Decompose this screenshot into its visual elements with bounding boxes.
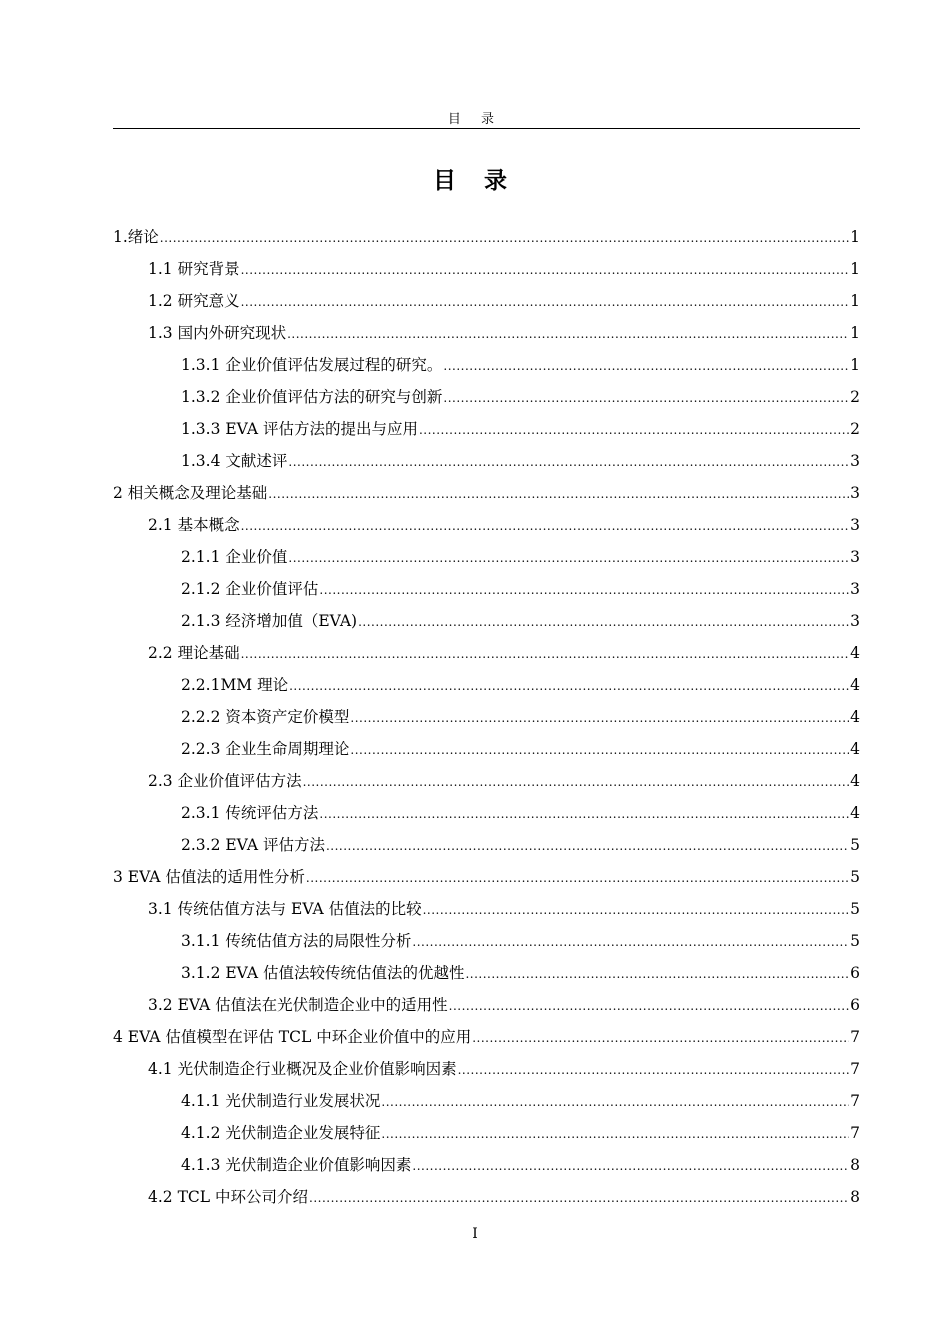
toc-entry-page: 1 [850,228,860,246]
toc-leader-dots [160,227,849,249]
toc-leader-dots [423,899,850,921]
toc-entry-page: 1 [850,324,860,342]
toc-entry-page: 2 [850,388,860,406]
toc-entry[interactable] [113,994,860,1026]
toc-entry[interactable] [113,1122,860,1154]
toc-entry[interactable] [113,738,860,770]
toc-entry-page: 4 [850,708,860,726]
toc-entry[interactable] [113,770,860,802]
toc-leader-dots [449,995,849,1017]
toc-leader-dots [326,835,849,857]
toc-entry-label: 1.2 研究意义 [148,292,240,310]
toc-entry-page: 3 [850,612,860,630]
toc-entry-label: 2.1 基本概念 [148,516,240,534]
toc-entry-page: 4 [850,676,860,694]
toc-leader-dots [309,1187,849,1209]
toc-entry-page: 8 [850,1156,860,1174]
toc-entry-label: 1.绪论 [113,228,159,246]
toc-leader-dots [303,771,850,793]
toc-entry[interactable] [113,866,860,898]
toc-entry-page: 3 [850,484,860,502]
toc-leader-dots [306,867,849,889]
toc-entry[interactable] [113,578,860,610]
toc-entry-label: 1.3.2 企业价值评估方法的研究与创新 [181,388,443,406]
toc-leader-dots [350,739,849,761]
toc-entry-label: 2 相关概念及理论基础 [113,484,268,502]
toc-entry-page: 4 [850,772,860,790]
toc-entry[interactable] [113,674,860,706]
toc-leader-dots [465,963,849,985]
toc-entry-label: 3.2 EVA 估值法在光伏制造企业中的适用性 [148,996,448,1014]
toc-entry-label: 4.1.2 光伏制造企业发展特征 [181,1124,381,1142]
toc-entry-page: 4 [850,740,860,758]
toc-entry[interactable] [113,386,860,418]
toc-entry-label: 2.2 理论基础 [148,644,240,662]
toc-entry-label: 2.1.2 企业价值评估 [181,580,319,598]
toc-entry-label: 4.1.1 光伏制造行业发展状况 [181,1092,381,1110]
toc-entry[interactable] [113,1154,860,1186]
toc-entry-label: 4.2 TCL 中环公司介绍 [148,1188,308,1206]
toc-entry-label: 3.1 传统估值方法与 EVA 估值法的比较 [148,900,422,918]
toc-entry[interactable] [113,898,860,930]
toc-entry-label: 3.1.1 传统估值方法的局限性分析 [181,932,412,950]
table-of-contents [113,226,860,1218]
toc-entry[interactable] [113,802,860,834]
toc-leader-dots [241,291,850,313]
toc-entry-page: 7 [850,1124,860,1142]
toc-entry[interactable] [113,354,860,386]
toc-entry-page: 5 [850,836,860,854]
toc-entry[interactable] [113,514,860,546]
toc-entry-page: 6 [850,996,860,1014]
toc-leader-dots [381,1123,849,1145]
toc-entry[interactable] [113,930,860,962]
toc-leader-dots [412,931,849,953]
toc-entry[interactable] [113,1026,860,1058]
toc-entry[interactable] [113,226,860,258]
toc-entry-label: 1.3.4 文献述评 [181,452,288,470]
toc-leader-dots [288,451,849,473]
toc-leader-dots [241,259,850,281]
toc-entry[interactable] [113,642,860,674]
toc-entry[interactable] [113,834,860,866]
toc-entry-label: 4.1 光伏制造企行业概况及企业价值影响因素 [148,1060,457,1078]
toc-entry-label: 2.2.1MM 理论 [181,676,289,694]
toc-leader-dots [381,1091,849,1113]
toc-leader-dots [319,803,849,825]
toc-leader-dots [287,323,849,345]
toc-entry-page: 6 [850,964,860,982]
toc-entry-page: 5 [850,900,860,918]
page-title: 目 录 [432,168,517,194]
toc-entry[interactable] [113,610,860,642]
toc-entry-label: 1.3.3 EVA 评估方法的提出与应用 [181,420,418,438]
toc-entry-page: 3 [850,580,860,598]
toc-entry-page: 3 [850,548,860,566]
toc-leader-dots [443,355,849,377]
toc-entry[interactable] [113,962,860,994]
toc-entry-page: 7 [850,1060,860,1078]
toc-entry[interactable] [113,546,860,578]
toc-leader-dots [458,1059,850,1081]
toc-entry-label: 2.1.3 经济增加值（EVA) [181,612,358,630]
toc-entry-page: 7 [850,1028,860,1046]
toc-entry[interactable] [113,706,860,738]
toc-leader-dots [472,1027,849,1049]
toc-entry-label: 3.1.2 EVA 估值法较传统估值法的优越性 [181,964,465,982]
toc-entry-page: 3 [850,452,860,470]
toc-entry-label: 1.3.1 企业价值评估发展过程的研究。 [181,356,443,374]
toc-leader-dots [289,675,849,697]
toc-entry[interactable] [113,1058,860,1090]
toc-entry-label: 2.2.2 资本资产定价模型 [181,708,350,726]
toc-entry-label: 2.3.1 传统评估方法 [181,804,319,822]
toc-entry-label: 3 EVA 估值法的适用性分析 [113,868,305,886]
toc-leader-dots [288,547,849,569]
toc-entry[interactable] [113,418,860,450]
toc-entry-label: 4.1.3 光伏制造企业价值影响因素 [181,1156,412,1174]
toc-leader-dots [241,643,850,665]
toc-leader-dots [358,611,849,633]
toc-leader-dots [443,387,849,409]
toc-entry-label: 1.1 研究背景 [148,260,240,278]
toc-entry[interactable] [113,322,860,354]
toc-entry-label: 4 EVA 估值模型在评估 TCL 中环企业价值中的应用 [113,1028,472,1046]
toc-entry-page: 1 [850,260,860,278]
toc-entry-page: 2 [850,420,860,438]
page-number: I [472,1226,478,1242]
toc-entry-page: 7 [850,1092,860,1110]
toc-entry-label: 2.2.3 企业生命周期理论 [181,740,350,758]
header-rule [113,128,860,129]
toc-entry-page: 4 [850,644,860,662]
toc-entry-page: 4 [850,804,860,822]
toc-entry[interactable] [113,1090,860,1122]
toc-leader-dots [319,579,849,601]
toc-entry-page: 1 [850,292,860,310]
toc-leader-dots [419,419,849,441]
toc-leader-dots [241,515,850,537]
toc-entry-page: 5 [850,868,860,886]
toc-entry[interactable] [113,1186,860,1218]
toc-entry-label: 1.3 国内外研究现状 [148,324,287,342]
toc-entry[interactable] [113,482,860,514]
toc-entry[interactable] [113,290,860,322]
toc-entry-page: 1 [850,356,860,374]
toc-entry-page: 8 [850,1188,860,1206]
toc-entry-label: 2.3 企业价值评估方法 [148,772,302,790]
toc-entry-label: 2.1.1 企业价值 [181,548,288,566]
toc-entry[interactable] [113,258,860,290]
toc-leader-dots [268,483,849,505]
toc-entry-label: 2.3.2 EVA 评估方法 [181,836,325,854]
running-header: 目 录 [447,112,503,127]
toc-entry-page: 5 [850,932,860,950]
toc-entry[interactable] [113,450,860,482]
toc-entry-page: 3 [850,516,860,534]
toc-leader-dots [412,1155,849,1177]
toc-leader-dots [350,707,849,729]
